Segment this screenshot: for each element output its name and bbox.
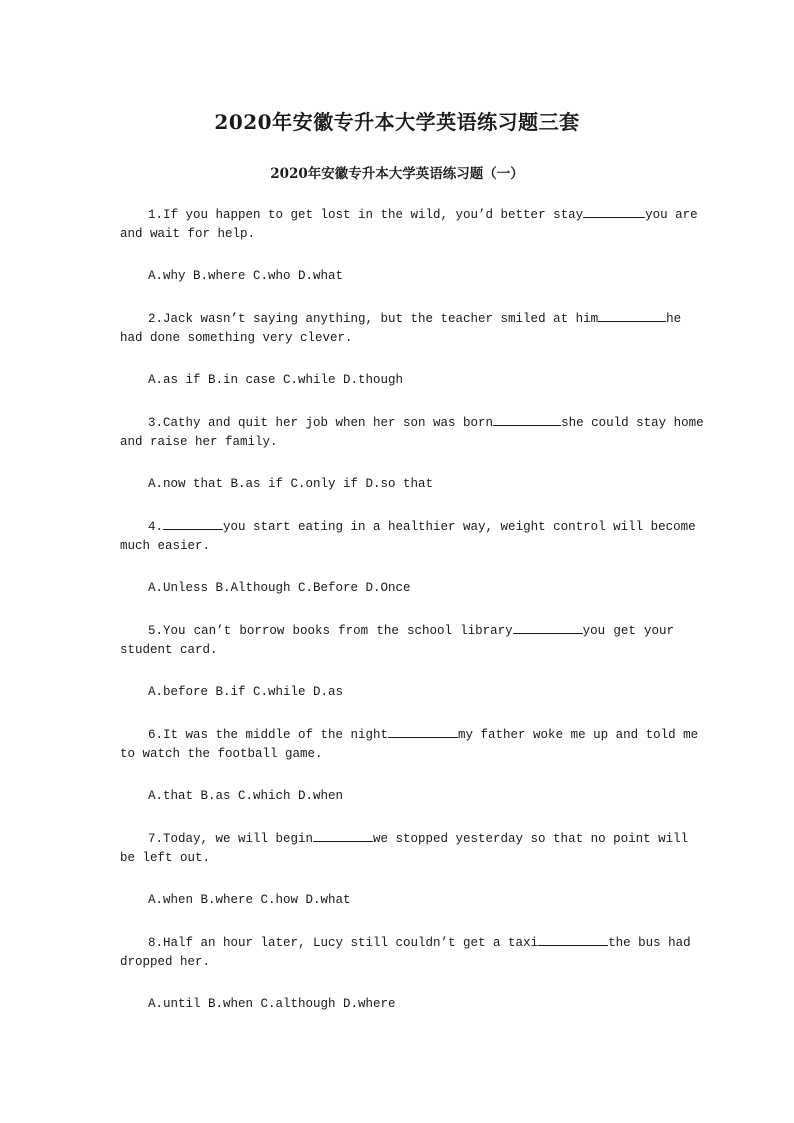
answer-blank xyxy=(538,932,608,946)
question-options: A.that B.as C.which D.when xyxy=(148,789,344,803)
question-5 xyxy=(120,620,674,660)
question-options: A.why B.where C.who D.what xyxy=(148,269,344,283)
question-continuation: student card. xyxy=(120,643,218,657)
question-text: we stopped yesterday so that no point will xyxy=(373,832,689,846)
question-line xyxy=(120,204,698,224)
question-text: 8.Half an hour later, Lucy still couldn’t get a taxi xyxy=(148,936,539,950)
question-text: the bus had xyxy=(608,936,691,950)
question-continuation: and raise her family. xyxy=(120,435,278,449)
answer-blank xyxy=(388,724,458,738)
question-text: 6.It was the middle of the night xyxy=(148,728,389,742)
section-title: 2020年安徽专升本大学英语练习题（一） xyxy=(270,166,524,182)
answer-blank xyxy=(583,204,645,218)
question-continuation: to watch the football game. xyxy=(120,747,323,761)
question-text: 1.If you happen to get lost in the wild, you’d better stay xyxy=(148,208,584,222)
question-continuation: much easier. xyxy=(120,539,211,553)
question-8 xyxy=(120,932,691,972)
question-options: A.until B.when C.although D.where xyxy=(148,997,396,1011)
question-line xyxy=(120,932,691,952)
question-1 xyxy=(120,204,698,244)
question-7 xyxy=(120,828,689,868)
question-text: 4. xyxy=(148,520,164,534)
question-text: my father woke me up and told me xyxy=(458,728,699,742)
answer-blank xyxy=(163,516,223,530)
question-options: A.Unless B.Although C.Before D.Once xyxy=(148,581,411,595)
question-line xyxy=(120,724,699,744)
answer-blank xyxy=(313,828,373,842)
question-continuation: dropped her. xyxy=(120,955,211,969)
question-line xyxy=(120,620,674,640)
answer-blank xyxy=(493,412,561,426)
question-text: she could stay home xyxy=(561,416,704,430)
question-line xyxy=(120,412,704,432)
question-continuation: be left out. xyxy=(120,851,211,865)
answer-blank xyxy=(513,620,583,634)
question-text: 2.Jack wasn’t saying anything, but the teacher smiled at him xyxy=(148,312,599,326)
question-6 xyxy=(120,724,699,764)
question-options: A.when B.where C.how D.what xyxy=(148,893,351,907)
question-text: he xyxy=(666,312,682,326)
question-3 xyxy=(120,412,704,452)
question-text: 7.Today, we will begin xyxy=(148,832,314,846)
question-4 xyxy=(120,516,696,556)
question-2 xyxy=(120,308,682,348)
question-line xyxy=(120,828,689,848)
question-line xyxy=(120,516,696,536)
question-text: you get your xyxy=(582,624,675,638)
question-text: 3.Cathy and quit her job when her son was born xyxy=(148,416,494,430)
question-options: A.as if B.in case C.while D.though xyxy=(148,373,404,387)
question-options: A.now that B.as if C.only if D.so that xyxy=(148,477,434,491)
question-options: A.before B.if C.while D.as xyxy=(148,685,344,699)
page-title: 2020年安徽专升本大学英语练习题三套 xyxy=(214,110,580,134)
question-text: 5.You can’t borrow books from the school library xyxy=(148,624,513,638)
question-text: you start eating in a healthier way, weight control will become xyxy=(223,520,696,534)
question-line xyxy=(120,308,682,328)
question-text: you are xyxy=(645,208,698,222)
answer-blank xyxy=(598,308,666,322)
question-continuation: had done something very clever. xyxy=(120,331,353,345)
question-continuation: and wait for help. xyxy=(120,227,256,241)
